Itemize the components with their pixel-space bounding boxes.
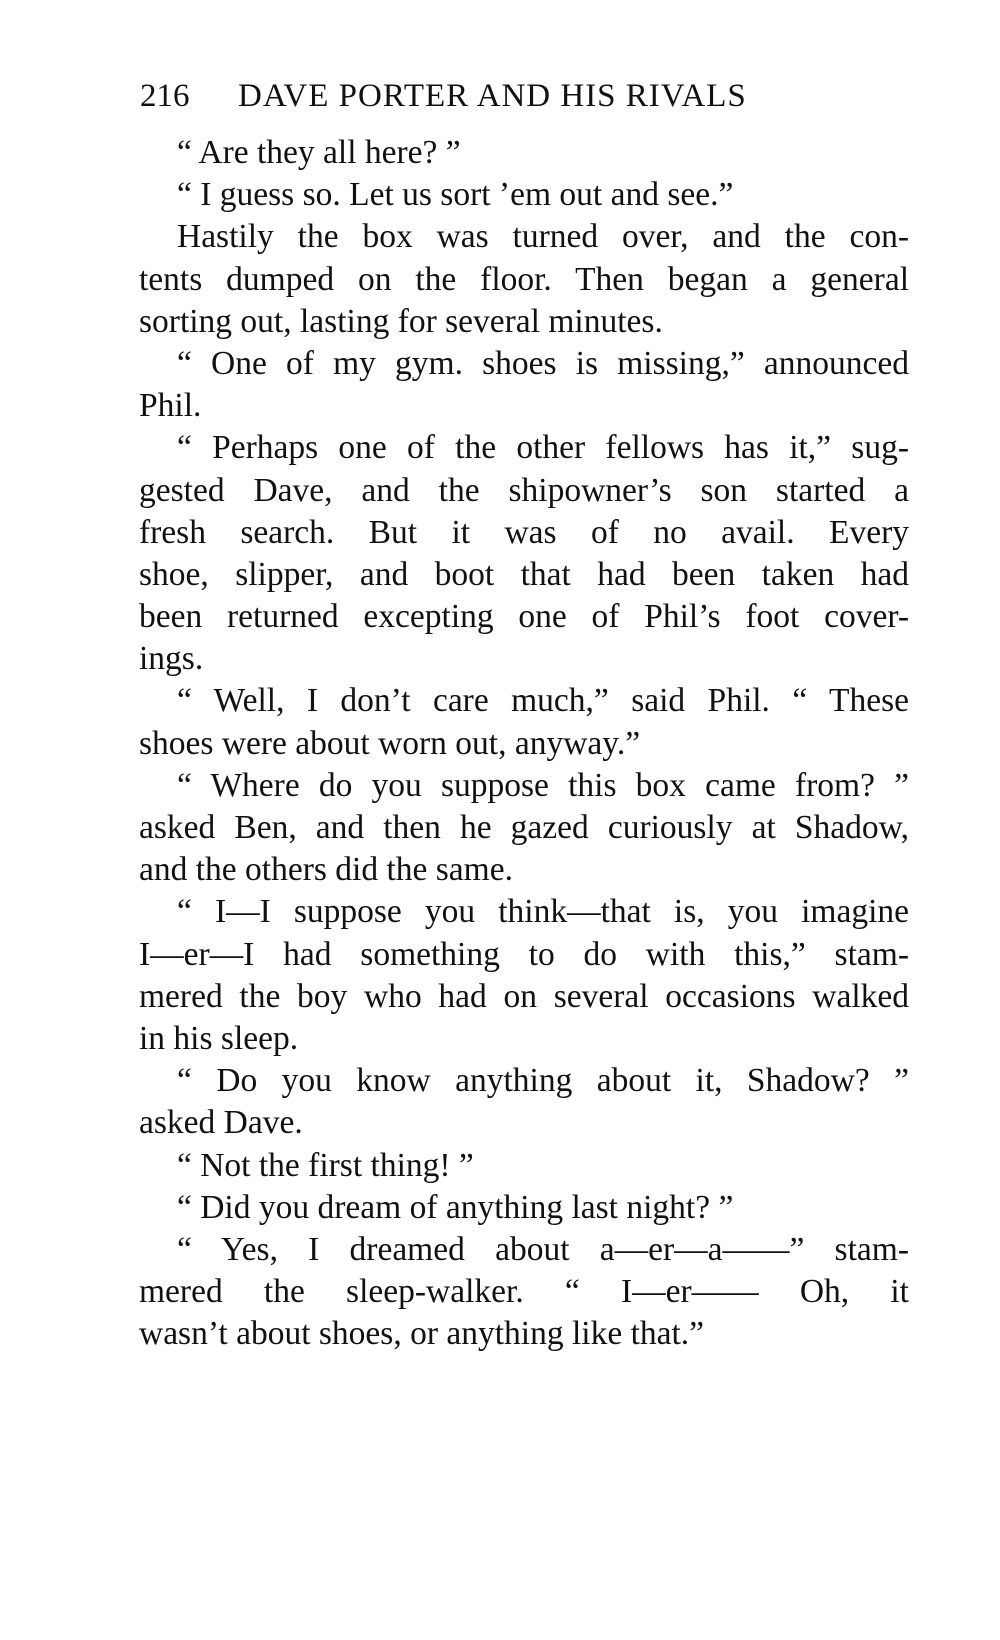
- text-line: mered the boy who had on several occasions walked: [139, 977, 909, 1015]
- text-line: “ Yes, I dreamed about a—er—a——” stam-: [177, 1230, 909, 1268]
- text-line: been returned excepting one of Phil’s foot cover-: [139, 598, 909, 636]
- text-line: shoe, slipper, and boot that had been taken had: [139, 555, 909, 593]
- text-line: Phil.: [139, 387, 202, 425]
- text-line: “ Perhaps one of the other fellows has it,” sug-: [177, 429, 909, 467]
- text-line: ings.: [139, 640, 204, 678]
- text-line: Hastily the box was turned over, and the con-: [177, 218, 909, 256]
- text-line: “ I guess so. Let us sort ’em out and see.”: [177, 176, 734, 214]
- book-title: DAVE PORTER AND HIS RIVALS: [238, 78, 747, 114]
- text-line: wasn’t about shoes, or anything like that.”: [139, 1315, 705, 1353]
- text-line: sorting out, lasting for several minutes.: [139, 302, 663, 340]
- body-text: [139, 132, 909, 1355]
- text-line: “ Did you dream of anything last night? ”: [177, 1188, 734, 1226]
- running-head: [140, 74, 920, 118]
- text-line: “ Do you know anything about it, Shadow? ”: [177, 1062, 909, 1100]
- text-line: and the others did the same.: [139, 851, 513, 889]
- text-line: I—er—I had something to do with this,” stam-: [139, 935, 909, 973]
- text-line: asked Dave.: [139, 1104, 303, 1142]
- text-line: “ One of my gym. shoes is missing,” announced: [177, 344, 909, 382]
- page-number: 216: [140, 78, 190, 114]
- text-line: tents dumped on the floor. Then began a general: [139, 260, 909, 298]
- text-line: “ Well, I don’t care much,” said Phil. “ These: [177, 682, 909, 720]
- text-line: “ Are they all here? ”: [177, 134, 461, 171]
- text-line: “ Where do you suppose this box came from? ”: [177, 766, 909, 804]
- text-line: shoes were about worn out, anyway.”: [139, 724, 641, 762]
- text-line: mered the sleep-walker. “ I—er—— Oh, it: [139, 1273, 909, 1311]
- text-line: asked Ben, and then he gazed curiously at Shadow,: [139, 809, 909, 846]
- text-line: gested Dave, and the shipowner’s son started a: [139, 471, 909, 509]
- text-line: in his sleep.: [139, 1019, 299, 1057]
- text-line: “ Not the first thing! ”: [177, 1146, 474, 1184]
- text-line: “ I—I suppose you think—that is, you imagine: [177, 893, 909, 931]
- text-line: fresh search. But it was of no avail. Every: [139, 513, 909, 551]
